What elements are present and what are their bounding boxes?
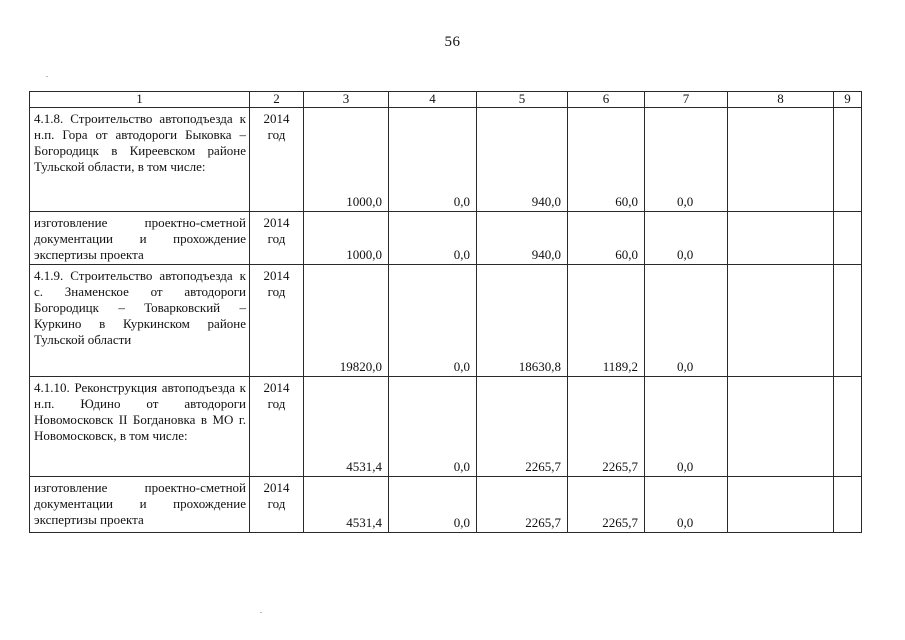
header-cell-9: 9: [834, 92, 862, 108]
header-cell-1: 1: [30, 92, 250, 108]
value-col-4: 0,0: [389, 265, 477, 377]
value-col-3: 4531,4: [304, 477, 389, 533]
value-col-4: 0,0: [389, 212, 477, 265]
value-col-9: [834, 212, 862, 265]
table-row: [30, 377, 862, 477]
value-col-4: 0,0: [389, 377, 477, 477]
value-col-7: 0,0: [645, 265, 728, 377]
value-col-5: 2265,7: [477, 477, 568, 533]
value-col-7: 0,0: [645, 212, 728, 265]
header-cell-4: 4: [389, 92, 477, 108]
header-cell-2: 2: [250, 92, 304, 108]
item-year: 2014 год: [250, 108, 304, 212]
item-name: 4.1.10. Реконструкция автоподъезда к н.п. Юдино от автодороги Новомосковск II Богдановка в МО г. Новомосковск, в том числе:: [30, 377, 250, 477]
value-col-9: [834, 477, 862, 533]
table-row: [30, 265, 862, 377]
table-row: [30, 108, 862, 212]
header-cell-7: 7: [645, 92, 728, 108]
value-col-5: 940,0: [477, 108, 568, 212]
header-cell-8: 8: [728, 92, 834, 108]
scan-speck: [260, 612, 262, 613]
item-name: 4.1.8. Строительство автоподъезда к н.п. Гора от автодороги Быковка – Богородицк в Киреевском районе Тульской области, в том числе:: [30, 108, 250, 212]
item-name: 4.1.9. Строительство автоподъезда к с. Знаменское от автодороги Богородицк – Товарковский – Куркино в Куркинском районе Тульской области: [30, 265, 250, 377]
header-cell-3: 3: [304, 92, 389, 108]
value-col-8: [728, 212, 834, 265]
value-col-3: 1000,0: [304, 108, 389, 212]
value-col-6: 2265,7: [568, 477, 645, 533]
item-year: 2014 год: [250, 477, 304, 533]
item-year: 2014 год: [250, 212, 304, 265]
item-name: изготовление проектно-сметной документации и прохождение экспертизы проекта: [30, 477, 250, 533]
value-col-6: 60,0: [568, 212, 645, 265]
value-col-3: 1000,0: [304, 212, 389, 265]
value-col-8: [728, 265, 834, 377]
value-col-5: 18630,8: [477, 265, 568, 377]
value-col-4: 0,0: [389, 108, 477, 212]
header-cell-6: 6: [568, 92, 645, 108]
value-col-9: [834, 377, 862, 477]
value-col-7: 0,0: [645, 377, 728, 477]
budget-table: [29, 91, 862, 533]
value-col-5: 2265,7: [477, 377, 568, 477]
value-col-8: [728, 477, 834, 533]
value-col-3: 4531,4: [304, 377, 389, 477]
value-col-5: 940,0: [477, 212, 568, 265]
scan-speck: [46, 76, 48, 77]
value-col-8: [728, 377, 834, 477]
page-number: 56: [444, 34, 461, 50]
value-col-3: 19820,0: [304, 265, 389, 377]
value-col-8: [728, 108, 834, 212]
value-col-6: 2265,7: [568, 377, 645, 477]
header-cell-5: 5: [477, 92, 568, 108]
value-col-9: [834, 265, 862, 377]
header-row: [30, 92, 862, 108]
value-col-4: 0,0: [389, 477, 477, 533]
value-col-6: 1189,2: [568, 265, 645, 377]
value-col-6: 60,0: [568, 108, 645, 212]
table-row: [30, 477, 862, 533]
value-col-7: 0,0: [645, 477, 728, 533]
item-name: изготовление проектно-сметной документации и прохождение экспертизы проекта: [30, 212, 250, 265]
table-row: [30, 212, 862, 265]
item-year: 2014 год: [250, 377, 304, 477]
value-col-9: [834, 108, 862, 212]
item-year: 2014 год: [250, 265, 304, 377]
value-col-7: 0,0: [645, 108, 728, 212]
